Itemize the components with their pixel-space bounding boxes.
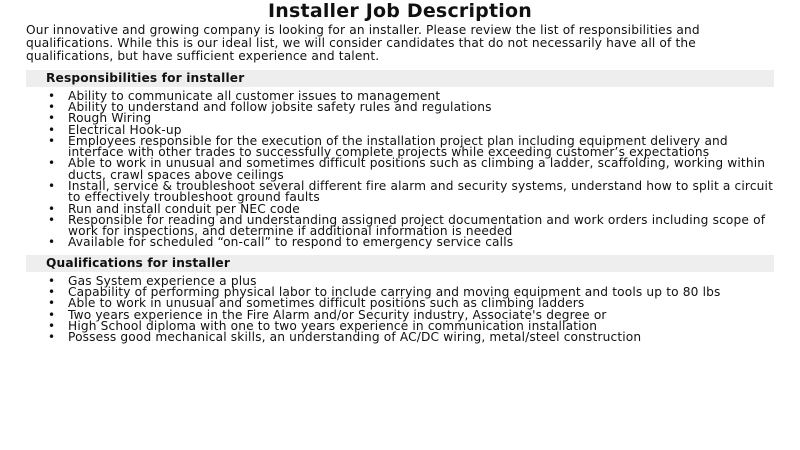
list-item-text: Available for scheduled “on-call” to respond to emergency service calls: [68, 235, 514, 250]
intro-paragraph: Our innovative and growing company is looking for an installer. Please review the list of responsibilities and qualifications. While this is our ideal list, we will consider candidates that do not necessarily have all of the qualifications, but have sufficient experience and talent.: [26, 23, 700, 64]
list-item-text: Gas System experience a plus: [68, 273, 257, 288]
list-item-text: High School diploma with one to two years experience in communication installation: [68, 318, 598, 333]
bullet-icon: •: [48, 88, 56, 103]
list-item: [48, 99, 774, 114]
bullet-icon: •: [48, 178, 56, 193]
qualifications-list: [26, 273, 774, 345]
responsibilities-list: [26, 88, 774, 250]
list-item-text: Responsible for reading and understanding assigned project documentation and work orders including scope of work for inspections, and determine if additional information is needed: [68, 212, 766, 239]
bullet-icon: •: [48, 201, 56, 216]
bullet-icon: •: [48, 318, 56, 333]
list-item: [48, 212, 774, 239]
responsibilities-heading: Responsibilities for installer: [26, 70, 774, 87]
list-item: [48, 133, 774, 160]
qualifications-heading: Qualifications for installer: [26, 255, 774, 272]
bullet-icon: •: [48, 285, 56, 300]
list-item: [48, 158, 774, 181]
bullet-icon: •: [48, 330, 56, 345]
list-item-text: Able to work in unusual and sometimes difficult positions such as climbing ladders: [68, 296, 585, 311]
bullet-icon: •: [48, 122, 56, 137]
page-title: Installer Job Description: [268, 0, 532, 22]
list-item: [48, 237, 774, 248]
list-item-text: Install, service & troubleshoot several different fire alarm and security systems, understand how to split a circuit to effectively troubleshoot ground faults: [68, 178, 774, 205]
list-item: [48, 178, 774, 205]
bullet-icon: •: [48, 307, 56, 322]
list-item-text: Rough Wiring: [68, 111, 152, 126]
bullet-icon: •: [48, 296, 56, 311]
bullet-icon: •: [48, 133, 56, 148]
list-item-text: Run and install conduit per NEC code: [68, 201, 300, 216]
bullet-icon: •: [48, 156, 56, 171]
list-item: [48, 332, 774, 343]
list-item-text: Ability to communicate all customer issues to management: [68, 88, 441, 103]
bullet-icon: •: [48, 212, 56, 227]
list-item-text: Able to work in unusual and sometimes difficult positions such as climbing a ladder, scaffolding, working within ducts, crawl spaces above ceilings: [68, 156, 766, 182]
list-item-text: Two years experience in the Fire Alarm and/or Security industry, Associate's degree or: [68, 307, 607, 322]
bullet-icon: •: [48, 111, 56, 126]
bullet-icon: •: [48, 99, 56, 114]
bullet-icon: •: [48, 273, 56, 288]
list-item-text: Employees responsible for the execution of the installation project plan including equipment delivery and interface with other trades to successfully complete projects while exceeding customer’s expectations: [68, 133, 728, 160]
list-item-text: Capability of performing physical labor to include carrying and moving equipment and tools up to 80 lbs: [68, 285, 721, 300]
bullet-icon: •: [48, 235, 56, 250]
list-item-text: Electrical Hook-up: [68, 122, 182, 137]
list-item-text: Possess good mechanical skills, an understanding of AC/DC wiring, metal/steel construction: [68, 330, 642, 345]
list-item-text: Ability to understand and follow jobsite safety rules and regulations: [68, 99, 492, 114]
